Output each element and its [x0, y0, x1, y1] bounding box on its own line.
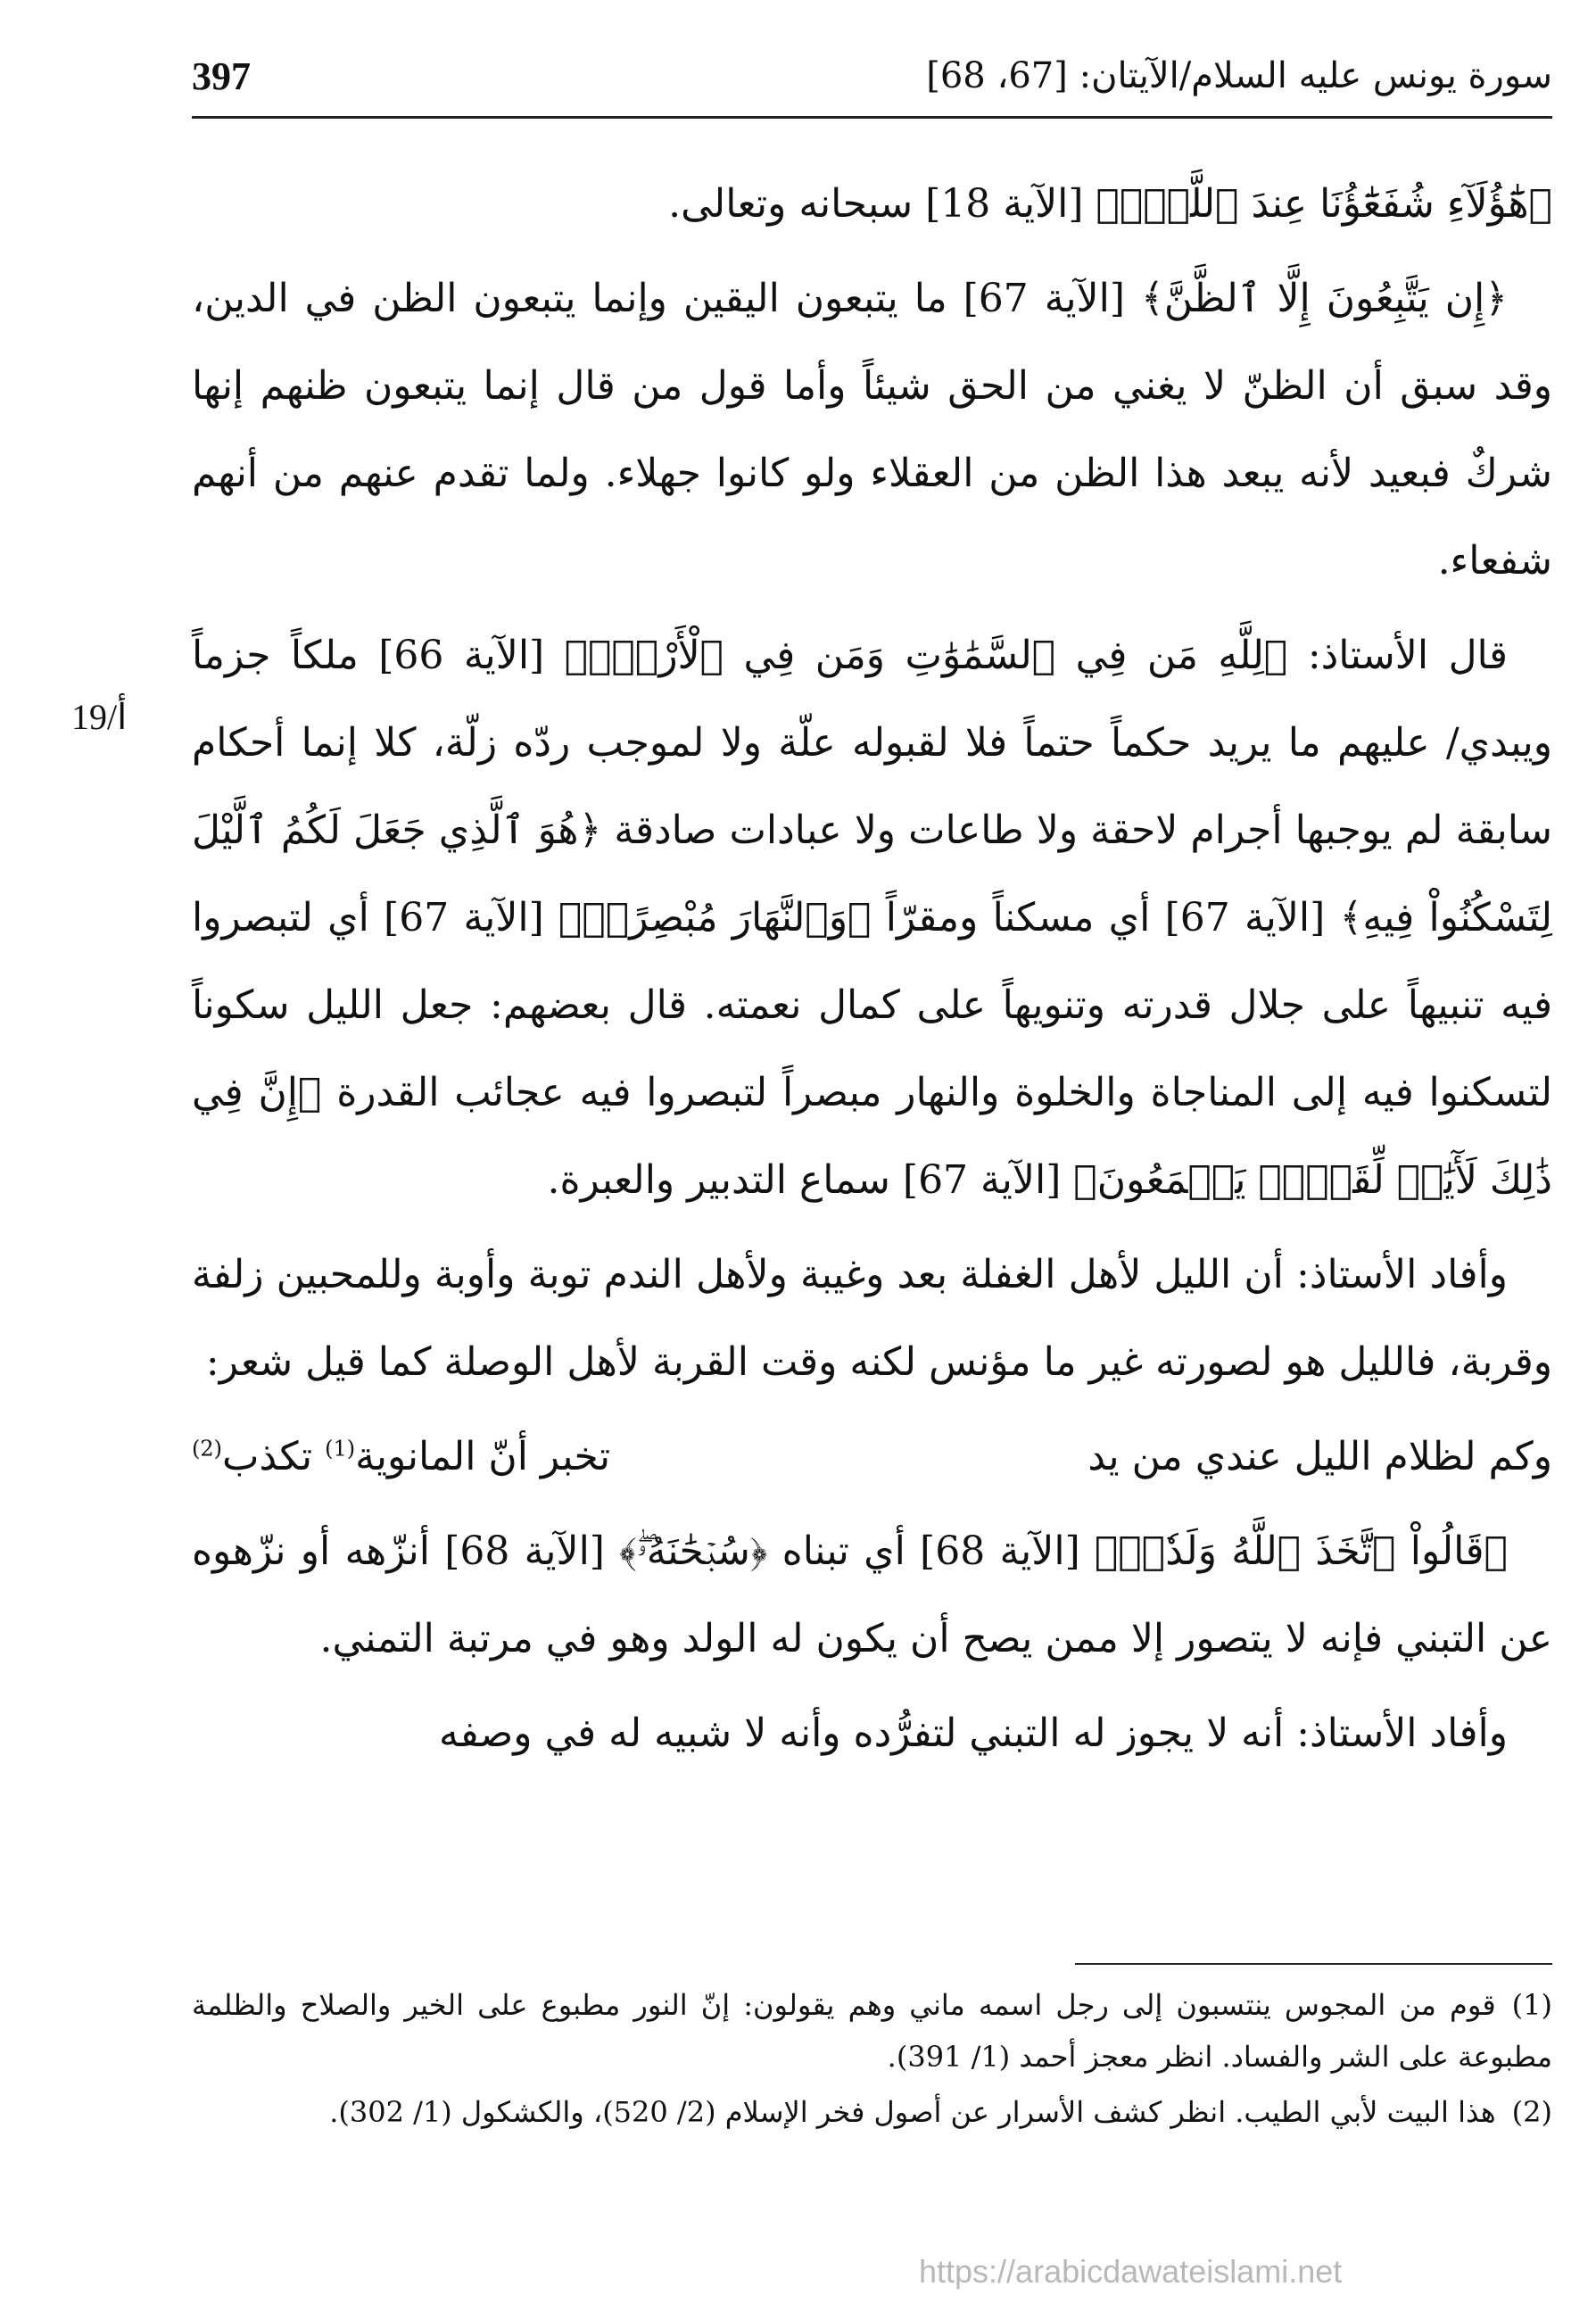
footnote-ref-1[interactable]: (1): [325, 1436, 356, 1462]
poetry-verse: [192, 1413, 1552, 1501]
watermark-url: https://arabicdawateislami.net: [919, 2253, 1343, 2290]
footnote-number: (1): [1511, 1988, 1552, 2022]
paragraph: وأفاد الأستاذ: أنه لا يجوز له التبني لتفرُّده وأنه لا شبيه له في وصفه: [439, 1710, 1508, 1756]
running-header: [192, 52, 1552, 114]
main-text: [192, 161, 1552, 1785]
footnote-ref-2[interactable]: (2): [192, 1436, 223, 1462]
footnote-text: قوم من المجوس ينتسبون إلى رجل اسمه ماني وهم يقولون: إنّ النور مطبوع على الخير والصلاح والظلمة مطبوعة على الشر والفساد. انظر معجز أحمد (1/ 391).: [192, 1988, 1552, 2074]
verse-last-word: تكذب: [222, 1434, 313, 1479]
page-number: 397: [192, 54, 251, 98]
footnote: [192, 2086, 1552, 2138]
footnotes: [192, 1979, 1552, 2141]
margin-folio-note: 19/أ: [71, 697, 128, 737]
footnote: [192, 1979, 1552, 2083]
verse-second-hemistich: [192, 1413, 610, 1501]
verse-first-hemistich: وكم لظلام الليل عندي من يد: [1087, 1434, 1552, 1479]
header-title: سورة يونس عليه السلام/الآيتان: [67، 68]: [926, 55, 1552, 96]
paragraph: ﴿إِن يَتَّبِعُونَ إِلَّا ٱلظَّنَّ﴾ [الآية 67] ما يتبعون اليقين وإنما يتبعون الظن في الدين، وقد سبق أن الظنّ لا يغني من الحق شيئاً وأما قول من قال إنما يتبعون ظنهم إنها شركٌ فبعيد لأنه يبعد هذا الظن من العقلاء ولو كانوا جهلاء. ولما تقدم عنهم من أنهم شفعاء.: [192, 276, 1552, 584]
verse-second-hemistich-text: تخبر أنّ المانوية: [355, 1434, 611, 1479]
header-divider: [192, 116, 1552, 119]
footnote-text: هذا البيت لأبي الطيب. انظر كشف الأسرار عن أصول فخر الإسلام (2/ 520)، والكشكول (1/ 302).: [329, 2095, 1496, 2129]
footnote-number: (2): [1511, 2095, 1552, 2129]
paragraph: ﴿هَٰٓؤُلَآءِ شُفَعَٰٓؤُنَا عِندَ ٱللَّهِۚ﴾ [الآية 18] سبحانه وتعالى.: [668, 181, 1552, 227]
paragraph: وأفاد الأستاذ: أن الليل لأهل الغفلة بعد وغيبة ولأهل الندم توبة وأوبة وللمحبين زلفة وقربة، فالليل هو لصورته غير ما مؤنس لكنه وقت القربة لأهل الوصلة كما قيل شعر:: [192, 1252, 1552, 1385]
paragraph: ﴿قَالُواْ ٱتَّخَذَ ٱللَّهُ وَلَدٗاۗ﴾ [الآية 68] أي تبناه ﴿سُبۡحَٰنَهُۥۖ﴾ [الآية 68] أنزّهه أو نزّهوه عن التبني فإنه لا يتصور إلا ممن يصح أن يكون له الولد وهو في مرتبة التمني.: [192, 1528, 1552, 1661]
paragraph: قال الأستاذ: ﴿لِلَّهِ مَن فِي ٱلسَّمَٰوَٰتِ وَمَن فِي ٱلْأَرْضِۗ﴾ [الآية 66] ملكاً جزماً ويبدي/ عليهم ما يريد حكماً حتماً فلا لقبوله علّة ولا لموجب ردّه زلّة، كلا إنما أحكام سابقة لم يوجبها أجرام لاحقة ولا طاعات ولا عبادات صادقة ﴿هُوَ ٱلَّذِي جَعَلَ لَكُمُ ٱلَّيْلَ لِتَسْكُنُواْ فِيهِ﴾ [الآية 67] أي مسكناً ومقرّاً ﴿وَٱلنَّهَارَ مُبْصِرًاۚ﴾ [الآية 67] أي لتبصروا فيه تنبيهاً على جلال قدرته وتنويهاً على كمال نعمته. قال بعضهم: جعل الليل سكوناً لتسكنوا فيه إلى المناجاة والخلوة والنهار مبصراً لتبصروا فيه عجائب القدرة ﴿إِنَّ فِي ذَٰلِكَ لَأٓيَٰتٖ لِّقَوۡمٖ يَسۡمَعُونَ﴾ [الآية 67] سماع التدبير والعبرة.: [192, 633, 1552, 1203]
footnote-divider: [1075, 1963, 1552, 1965]
